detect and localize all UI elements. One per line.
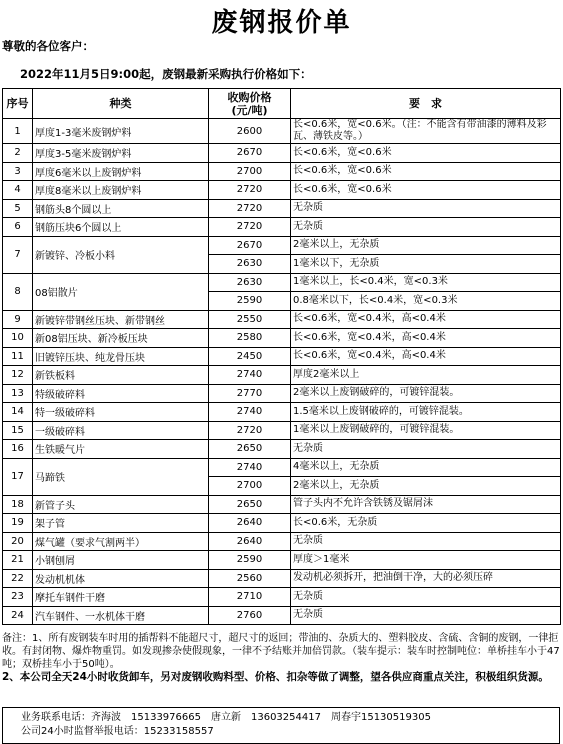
row-no: 5 [3, 199, 33, 218]
table-body [3, 119, 561, 625]
row-requirement: 发动机必须拆开，把油倒干净，大的必须压碎 [291, 569, 561, 588]
row-price: 2560 [209, 569, 291, 588]
row-price: 2700 [209, 477, 291, 496]
row-no: 20 [3, 532, 33, 551]
row-requirement: 厚度＞1毫米 [291, 551, 561, 570]
row-price: 2770 [209, 384, 291, 403]
row-type: 新铁板料 [33, 366, 209, 385]
row-type: 新镀锌带钢丝压块、新带钢丝 [33, 310, 209, 329]
row-requirement: 1毫米以下，无杂质 [291, 255, 561, 274]
note-2: 2、本公司全天24小时收货卸车，另对废钢收购料型、价格、扣杂等做了调整，望各供应商重点关注，积极组织货源。 [2, 671, 549, 683]
note-1: 备注：1、所有废钢装车时用的插帮料不能超尺寸，超尺寸的返回；带油的、杂质大的、塑料胶皮、含硫、含铜的废钢，一律拒收。有封闭物、爆炸物重罚。如发现掺杂使假现象，一律不予结账并加倍罚款。（装车提示：装车时控制吨位：单桥挂车小于47吨；双桥挂车小于50吨）。 [2, 633, 560, 670]
row-no: 12 [3, 366, 33, 385]
row-no: 22 [3, 569, 33, 588]
table-row [3, 606, 561, 625]
row-requirement: 4毫米以上，无杂质 [291, 458, 561, 477]
row-requirement: 长<0.6米，宽<0.4米，高<0.4米 [291, 329, 561, 348]
row-requirement: 厚度2毫米以上 [291, 366, 561, 385]
row-no: 18 [3, 495, 33, 514]
row-type: 小钢刨屑 [33, 551, 209, 570]
table-row [3, 514, 561, 533]
row-no: 9 [3, 310, 33, 329]
row-no: 11 [3, 347, 33, 366]
table-row [3, 551, 561, 570]
table-row [3, 199, 561, 218]
row-no: 10 [3, 329, 33, 348]
row-requirement: 长<0.6米，宽<0.4米，高<0.4米 [291, 310, 561, 329]
table-header-row [3, 89, 561, 119]
row-no: 16 [3, 440, 33, 459]
row-requirement: 无杂质 [291, 588, 561, 607]
header-no: 序号 [3, 89, 33, 119]
row-no: 24 [3, 606, 33, 625]
row-type: 新镀锌、冷板小料 [33, 236, 209, 273]
row-no: 8 [3, 273, 33, 310]
contact-line-1: 业务联系电话：齐海波 15133976665 唐立新 13603254417 周春宇15130519305 [21, 712, 431, 723]
row-price: 2740 [209, 403, 291, 422]
row-requirement: 无杂质 [291, 199, 561, 218]
table-row [3, 366, 561, 385]
row-requirement: 管子头内不允许含铁锈及锯屑沫 [291, 495, 561, 514]
contact-line-2: 公司24小时监督举报电话：15233158557 [21, 726, 214, 737]
row-requirement: 2毫米以上，无杂质 [291, 236, 561, 255]
row-price: 2630 [209, 255, 291, 274]
row-no: 6 [3, 218, 33, 237]
table-row [3, 495, 561, 514]
table-row [3, 273, 561, 292]
row-type: 生铁暖气片 [33, 440, 209, 459]
row-type: 钢筋压块6个圆以上 [33, 218, 209, 237]
row-no: 23 [3, 588, 33, 607]
row-requirement: 1.5毫米以上废钢破碎的，可镀锌混装。 [291, 403, 561, 422]
row-price: 2670 [209, 144, 291, 163]
table-row [3, 119, 561, 144]
row-requirement: 无杂质 [291, 218, 561, 237]
contact-box [2, 707, 560, 744]
row-type: 特一级破碎料 [33, 403, 209, 422]
row-price: 2720 [209, 421, 291, 440]
table-row [3, 569, 561, 588]
intro-line: 2022年11月5日9:00起，废钢最新采购执行价格如下： [20, 67, 312, 81]
row-type: 煤气罐（要求气割两半） [33, 532, 209, 551]
table-row [3, 403, 561, 422]
price-table [2, 88, 561, 625]
row-no: 4 [3, 181, 33, 200]
notes-section [2, 632, 560, 684]
table-row [3, 532, 561, 551]
row-requirement: 长<0.6米，宽<0.4米，高<0.4米 [291, 347, 561, 366]
header-price-line2: (元/吨) [231, 103, 268, 117]
row-price: 2720 [209, 199, 291, 218]
row-price: 2760 [209, 606, 291, 625]
header-price-line1: 收购价格 [227, 90, 272, 104]
table-row [3, 218, 561, 237]
table-row [3, 384, 561, 403]
row-requirement: 无杂质 [291, 440, 561, 459]
header-price [209, 89, 291, 119]
row-price: 2740 [209, 458, 291, 477]
table-row [3, 347, 561, 366]
row-price: 2600 [209, 119, 291, 144]
row-price: 2700 [209, 162, 291, 181]
row-price: 2590 [209, 292, 291, 311]
table-row [3, 144, 561, 163]
row-price: 2550 [209, 310, 291, 329]
table-row [3, 162, 561, 181]
row-no: 19 [3, 514, 33, 533]
header-req: 要 求 [291, 89, 561, 119]
table-row [3, 440, 561, 459]
row-requirement: 长<0.6米，宽<0.6米 [291, 162, 561, 181]
row-no: 21 [3, 551, 33, 570]
greeting: 尊敬的各位客户： [2, 39, 94, 53]
row-requirement: 无杂质 [291, 532, 561, 551]
row-type: 旧镀锌压块、纯龙骨压块 [33, 347, 209, 366]
row-price: 2720 [209, 218, 291, 237]
table-row [3, 458, 561, 477]
row-requirement: 1毫米以上，长<0.4米，宽<0.3米 [291, 273, 561, 292]
row-requirement: 长<0.6米，宽<0.6米。（注：不能含有带油漆的薄料及彩瓦、薄铁皮等。） [291, 119, 561, 144]
row-price: 2740 [209, 366, 291, 385]
row-no: 15 [3, 421, 33, 440]
row-type: 马蹄铁 [33, 458, 209, 495]
row-requirement: 2毫米以上，无杂质 [291, 477, 561, 496]
table-row [3, 421, 561, 440]
row-no: 7 [3, 236, 33, 273]
row-type: 摩托车钢件干磨 [33, 588, 209, 607]
row-requirement: 1毫米以上废钢破碎的，可镀锌混装。 [291, 421, 561, 440]
row-type: 厚度8毫米以上废钢炉料 [33, 181, 209, 200]
table-row [3, 329, 561, 348]
row-type: 厚度6毫米以上废钢炉料 [33, 162, 209, 181]
row-price: 2630 [209, 273, 291, 292]
row-price: 2650 [209, 495, 291, 514]
row-requirement: 长<0.6米，宽<0.6米 [291, 181, 561, 200]
row-no: 1 [3, 119, 33, 144]
row-type: 发动机机体 [33, 569, 209, 588]
row-requirement: 无杂质 [291, 606, 561, 625]
row-price: 2670 [209, 236, 291, 255]
table-row [3, 181, 561, 200]
row-type: 一级破碎料 [33, 421, 209, 440]
header-type: 种类 [33, 89, 209, 119]
table-row [3, 236, 561, 255]
row-price: 2720 [209, 181, 291, 200]
row-price: 2580 [209, 329, 291, 348]
row-no: 2 [3, 144, 33, 163]
row-type: 新08铝压块、新冷板压块 [33, 329, 209, 348]
row-type: 特级破碎料 [33, 384, 209, 403]
row-no: 3 [3, 162, 33, 181]
row-price: 2640 [209, 532, 291, 551]
table-row [3, 588, 561, 607]
row-type: 架子管 [33, 514, 209, 533]
row-no: 14 [3, 403, 33, 422]
row-no: 13 [3, 384, 33, 403]
row-requirement: 长<0.6米，无杂质 [291, 514, 561, 533]
row-requirement: 长<0.6米，宽<0.6米 [291, 144, 561, 163]
table-row [3, 310, 561, 329]
row-type: 新管子头 [33, 495, 209, 514]
row-price: 2450 [209, 347, 291, 366]
row-type: 汽车钢件、一水机体干磨 [33, 606, 209, 625]
row-type: 钢筋头8个圆以上 [33, 199, 209, 218]
row-no: 17 [3, 458, 33, 495]
row-type: 厚度1-3毫米废钢炉料 [33, 119, 209, 144]
row-type: 08铝散片 [33, 273, 209, 310]
document-title: 废钢报价单 [211, 8, 352, 38]
row-price: 2640 [209, 514, 291, 533]
row-price: 2590 [209, 551, 291, 570]
row-requirement: 0.8毫米以下，长<0.4米，宽<0.3米 [291, 292, 561, 311]
row-type: 厚度3-5毫米废钢炉料 [33, 144, 209, 163]
row-price: 2650 [209, 440, 291, 459]
row-requirement: 2毫米以上废钢破碎的，可镀锌混装。 [291, 384, 561, 403]
row-price: 2710 [209, 588, 291, 607]
